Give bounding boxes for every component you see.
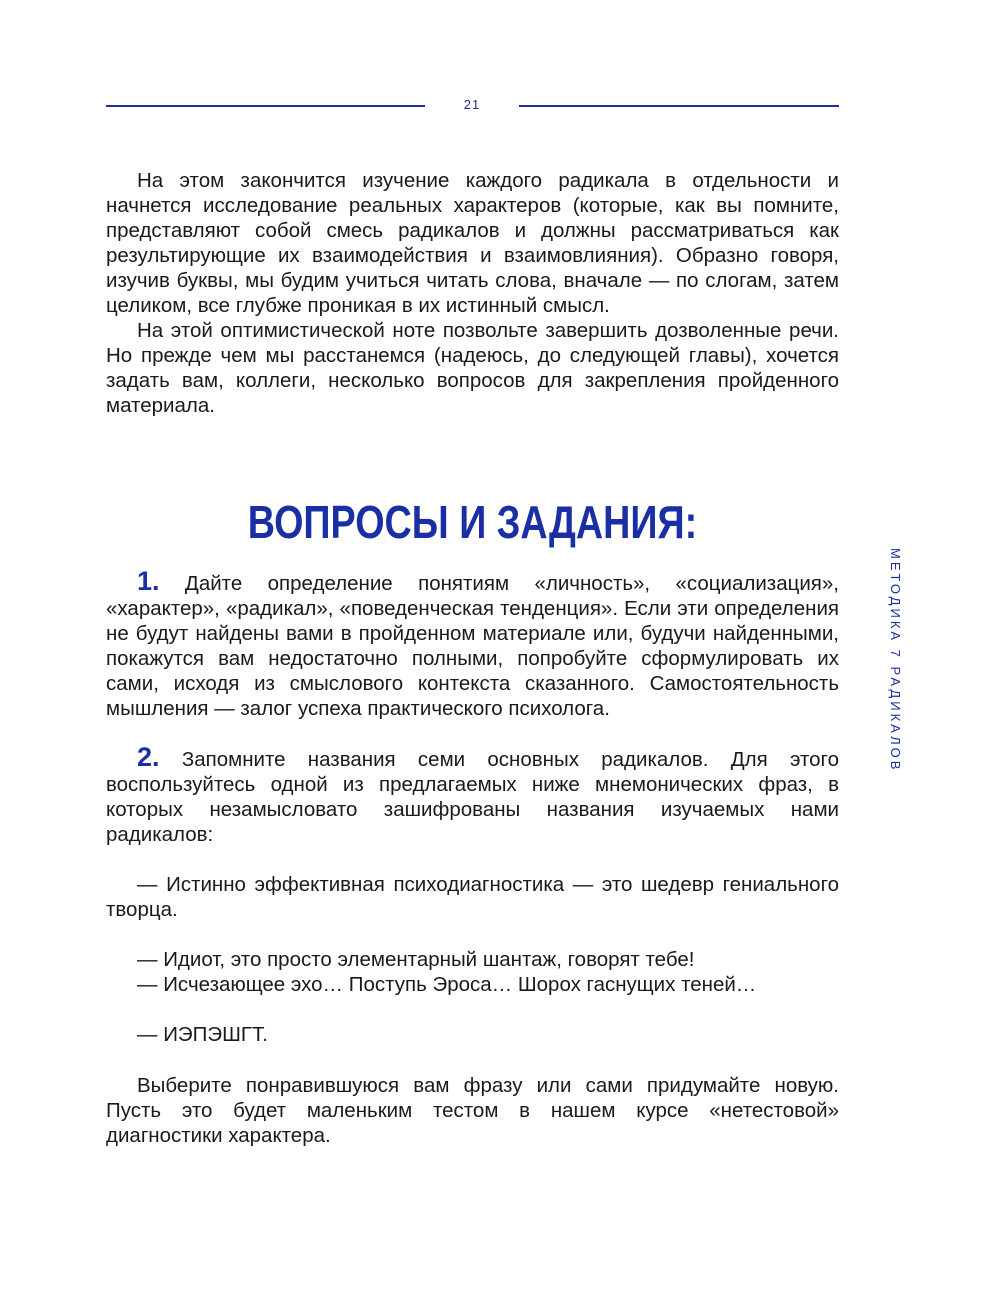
page-number: 21 — [463, 97, 481, 112]
mnemonic-phrase-3: — Исчезающее эхо… Поступь Эроса… Шорох гаснущих теней… — [137, 973, 757, 996]
question-2 — [106, 742, 839, 847]
question-1-number: 1. — [137, 566, 160, 596]
mnemonic-phrase-4: — ИЭПЭШГТ. — [137, 1023, 268, 1046]
intro-paragraph-2: На этой оптимистической ноте позвольте завершить дозволенные речи. Но прежде чем мы расстанемся (надеюсь, до следующей главы), хочется задать вам, коллеги, несколько вопросов для закрепления пройденного материала. — [106, 319, 839, 417]
mnemonic-phrase-2: — Идиот, это просто элементарный шантаж, говорят тебе! — [137, 948, 695, 971]
question-2-text: Запомните названия семи основных радикалов. Для этого воспользуйтесь одной из предлагаемых ниже мнемонических фраз, в которых незамысловато зашифрованы названия изучаемых нами радикалов: — [106, 748, 839, 846]
header-rule-right — [519, 105, 839, 107]
closing-paragraph: Выберите понравившуюся вам фразу или сами придумайте новую. Пусть это будет маленьким тестом в нашем курсе «нетестовой» диагностики характера. — [106, 1074, 839, 1147]
running-side-title: МЕТОДИКА 7 РАДИКАЛОВ — [888, 548, 903, 773]
question-1 — [106, 566, 839, 721]
header-rule-left — [106, 105, 425, 107]
section-heading: ВОПРОСЫ И ЗАДАНИЯ: — [247, 496, 698, 548]
intro-paragraph-1: На этом закончится изучение каждого радикала в отдельности и начнется исследование реальных характеров (которые, как вы помните, представляют собой смесь радикалов и должны рассматриваться как результирующие их взаимодействия и взаимовлияния). Образно говоря, изучив буквы, мы будим учиться читать слова, вначале — по слогам, затем целиком, все глубже проникая в их истинный смысл. — [106, 169, 839, 317]
mnemonic-phrase-1: — Истинно эффективная психодиагностика — это шедевр гениального творца. — [106, 873, 839, 921]
question-2-number: 2. — [137, 742, 160, 772]
question-1-text: Дайте определение понятиям «личность», «социализация», «характер», «радикал», «поведенческая тенденция». Если эти определения не будут найдены вами в пройденном материале или, будучи найденными, покажутся вам недостаточно полными, попробуйте сформулировать их сами, исходя из смыслового контекста сказанного. Самостоятельность мышления — залог успеха практического психолога. — [106, 572, 839, 720]
